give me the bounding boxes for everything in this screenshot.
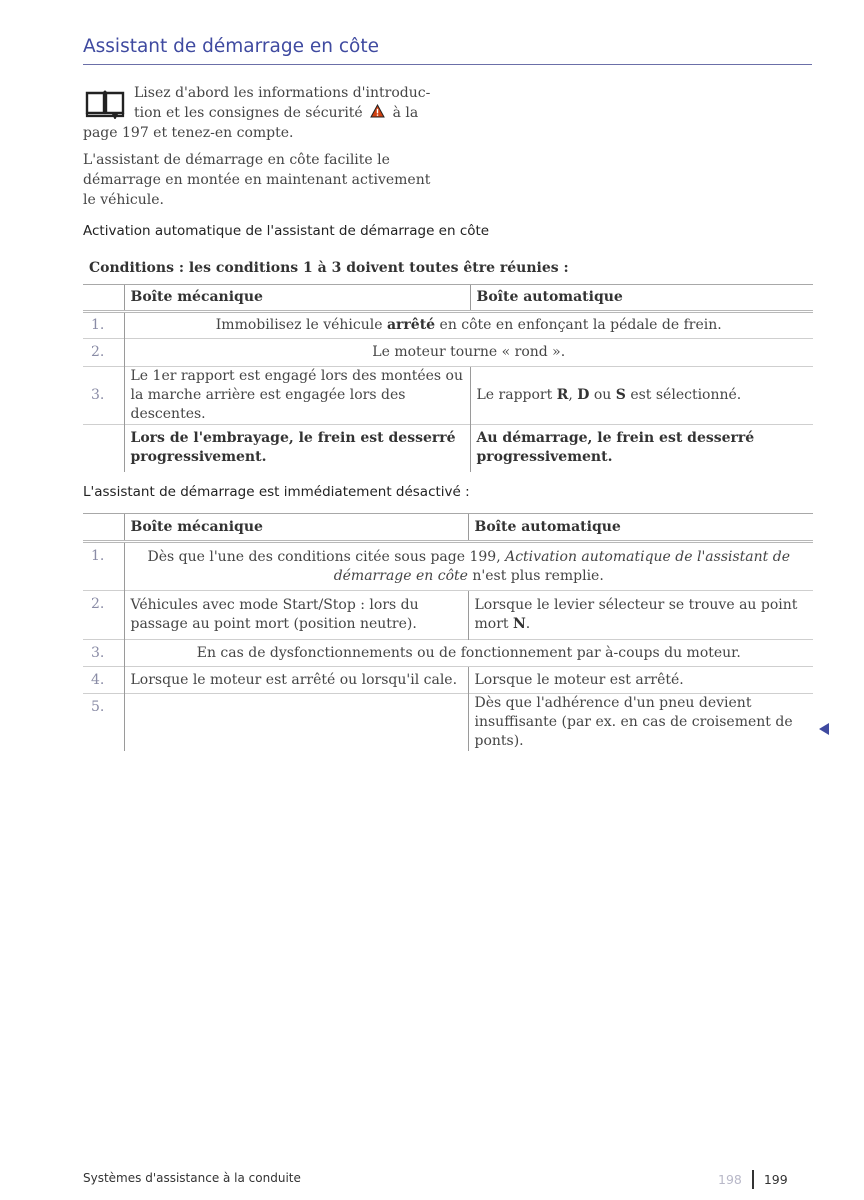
row-text-b: n'est plus remplie.	[472, 567, 604, 584]
table-row	[83, 339, 813, 367]
auto-text-a: Lorsque le levier sélecteur se trouve au point mort	[474, 597, 798, 632]
row-auto: Au démarrage, le frein est desserré progressivement.	[470, 425, 813, 472]
gear-n: N	[512, 616, 526, 632]
header-auto: Boîte automatique	[468, 514, 813, 542]
auto-text-b: .	[525, 616, 531, 632]
section1-heading: Activation automatique de l'assistant de démarrage en côte	[83, 223, 490, 239]
row-number: 5.	[83, 694, 124, 752]
activation-table	[83, 284, 813, 472]
intro-line-1: Lisez d'abord les informations d'introduc-	[134, 85, 431, 101]
row-number: 3.	[83, 367, 124, 425]
row-auto	[470, 367, 813, 425]
previous-page-number: 198	[718, 1172, 742, 1187]
intro-line-3: page 197 et tenez-en compte.	[83, 125, 294, 141]
gear-r: R	[556, 387, 569, 403]
header-num-cell	[83, 285, 124, 312]
page-separator	[752, 1170, 754, 1189]
table-row	[83, 694, 813, 752]
row-text-a: Immobilisez le véhicule	[215, 317, 383, 333]
book-icon	[84, 87, 126, 119]
row-manual	[124, 694, 468, 752]
auto-text-b: ,	[568, 387, 578, 403]
row-number: 1.	[83, 542, 124, 591]
row-number: 4.	[83, 667, 124, 694]
table-row	[83, 640, 813, 667]
table-header-row	[83, 285, 813, 312]
description: L'assistant de démarrage en côte facilite le démarrage en montée en maintenant activement le véhicule.	[83, 152, 431, 208]
row-text: Le moteur tourne « rond ».	[124, 339, 813, 367]
gear-d: D	[577, 387, 590, 403]
page-title: Assistant de démarrage en côte	[83, 36, 379, 57]
table-row	[83, 425, 813, 472]
table-row	[83, 542, 813, 591]
row-text-bold: arrêté	[386, 317, 436, 333]
row-manual: Véhicules avec mode Start/Stop : lors du passage au point mort (position neutre).	[124, 591, 468, 640]
intro-line-2	[134, 103, 418, 123]
row-manual: Le 1er rapport est engagé lors des montées ou la marche arrière est engagée lors des descentes.	[124, 367, 470, 425]
header-num-cell	[83, 514, 124, 542]
row-text	[124, 542, 813, 591]
row-text-b: en côte en enfonçant la pédale de frein.	[439, 317, 722, 333]
section-end-triangle-icon	[818, 722, 830, 736]
row-text-a: Dès que l'une des conditions citée sous page 199,	[147, 548, 501, 565]
intro-line-2b: à la	[392, 105, 419, 121]
row-number: 3.	[83, 640, 124, 667]
auto-text-c: ou	[589, 387, 616, 403]
header-manual: Boîte mécanique	[124, 514, 468, 542]
gear-s: S	[615, 387, 626, 403]
section2-heading: L'assistant de démarrage est immédiatement désactivé :	[83, 484, 470, 500]
footer-section-name: Systèmes d'assistance à la conduite	[83, 1171, 301, 1185]
row-number: 2.	[83, 339, 124, 367]
table-row	[83, 667, 813, 694]
row-number: 1.	[83, 312, 124, 339]
header-auto: Boîte automatique	[470, 285, 813, 312]
deactivation-table	[83, 513, 813, 751]
current-page-number: 199	[763, 1172, 788, 1187]
warning-triangle-icon	[370, 104, 385, 118]
row-auto: Dès que l'adhérence d'un pneu devient insuffisante (par ex. en cas de croisement de ponts).	[468, 694, 813, 752]
auto-text-a: Le rapport	[476, 387, 553, 403]
row-manual: Lors de l'embrayage, le frein est desserré progressivement.	[124, 425, 470, 472]
row-text	[124, 312, 813, 339]
header-manual: Boîte mécanique	[124, 285, 470, 312]
row-number: 2.	[83, 591, 124, 640]
row-auto: Lorsque le moteur est arrêté.	[468, 667, 813, 694]
row-number	[83, 425, 124, 472]
row-auto	[468, 591, 813, 640]
title-rule	[83, 64, 812, 65]
table-row	[83, 591, 813, 640]
row-text: En cas de dysfonctionnements ou de fonctionnement par à-coups du moteur.	[124, 640, 813, 667]
table-header-row	[83, 514, 813, 542]
table-row	[83, 312, 813, 339]
page-numbers	[718, 1170, 788, 1189]
row-manual: Lorsque le moteur est arrêté ou lorsqu'il cale.	[124, 667, 468, 694]
auto-text-e: est sélectionné.	[625, 387, 742, 403]
conditions-label: Conditions : les conditions 1 à 3 doivent toutes être réunies :	[89, 260, 569, 276]
row-text-italic: Activation automatique de l'assistant de démarrage en côte	[333, 548, 790, 584]
intro-line-2a: tion et les consignes de sécurité	[134, 105, 363, 121]
table-row	[83, 367, 813, 425]
